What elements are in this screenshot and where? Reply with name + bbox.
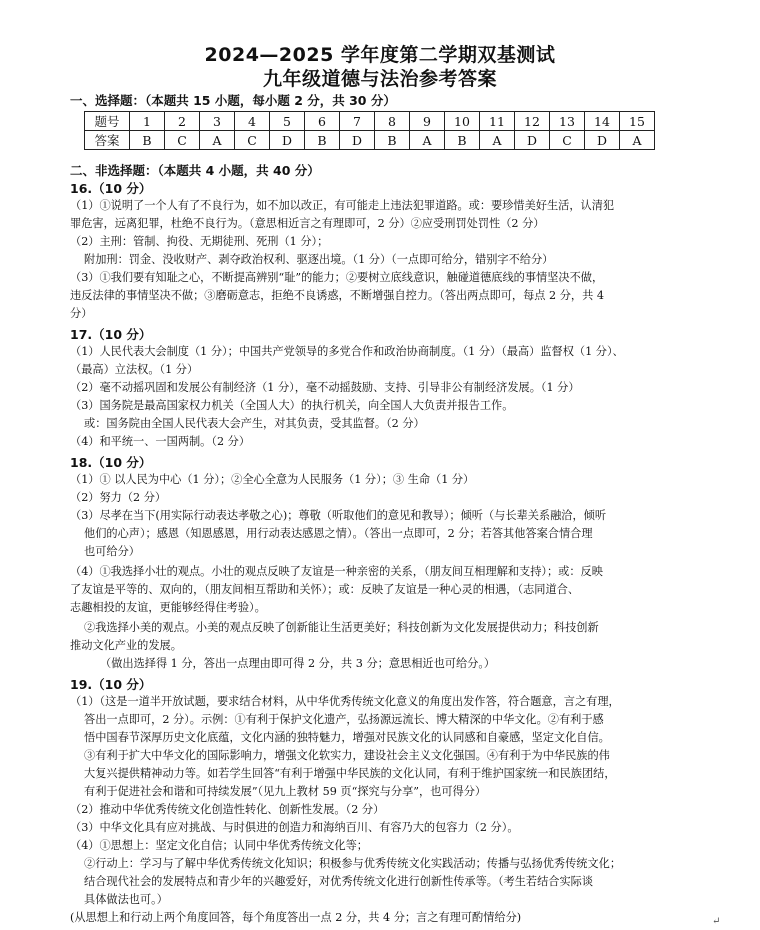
answer-line: （做出选择得 1 分，答出一点理由即可得 2 分，共 3 分；意思相近也可给分。）	[100, 657, 496, 670]
answer-line: 悟中国春节深厚历史文化底蕴，文化内涵的独特魅力，增强对民族文化的认同感和自豪感，坚定文化自信。	[84, 731, 610, 744]
table-cell: 8	[375, 112, 410, 131]
answer-line: ②行动上：学习与了解中华优秀传统文化知识；积极参与优秀传统文化实践活动；传播与弘扬优秀传统文化；	[84, 857, 622, 870]
answer-line: 罪危害，远离犯罪，杜绝不良行为。（意思相近言之有理即可，2 分）②应受刑罚处罚性（2 分）	[70, 217, 545, 230]
table-cell: D	[585, 131, 620, 150]
table-cell: 12	[515, 112, 550, 131]
answer-line: 或：国务院由全国人民代表大会产生，对其负责，受其监督。（2 分）	[84, 417, 425, 430]
answer-line: 大复兴提供精神动力等。如若学生回答“有利于增强中华民族的文化认同，有利于维护国家统一和民族团结，	[84, 767, 616, 780]
answer-line: （4）和平统一、一国两制。（2 分）	[70, 435, 251, 448]
answer-line: 违反法律的事情坚决不做；③磨砺意志，拒绝不良诱惑，不断增强自控力。（答出两点即可，每点 2 分，共 4	[70, 289, 604, 302]
table-header-cell: 题号	[85, 112, 130, 131]
table-cell: D	[340, 131, 375, 150]
table-cell: 2	[165, 112, 200, 131]
answer-row	[85, 131, 655, 150]
answer-line: 分）	[70, 307, 93, 320]
answer-line: （1）（这是一道半开放试题，要求结合材料，从中华优秀传统文化意义的角度出发作答，符合题意，言之有理，	[70, 695, 620, 708]
question-16-heading: 16.（10 分）	[70, 181, 152, 196]
section1-heading: 一、选择题：（本题共 15 小题，每小题 2 分，共 30 分）	[70, 93, 396, 108]
table-cell: A	[200, 131, 235, 150]
answer-table	[84, 111, 655, 150]
answer-line: （4）①思想上：坚定文化自信；认同中华优秀传统文化等；	[70, 839, 368, 852]
table-cell: A	[620, 131, 655, 150]
answer-line: 答出一点即可，2 分）。示例：①有利于保护文化遗产，弘扬源远流长、博大精深的中华文化。②有利于感	[84, 713, 604, 726]
answer-line: （2）推动中华优秀传统文化创造性转化、创新性发展。（2 分）	[70, 803, 385, 816]
table-cell: B	[375, 131, 410, 150]
table-cell: D	[270, 131, 305, 150]
answer-line: （3）中华文化具有应对挑战、与时俱进的创造力和海纳百川、有容乃大的包容力（2 分）。	[70, 821, 519, 834]
answer-line: （3）国务院是最高国家权力机关（全国人大）的执行机关，向全国人大负责并报告工作。	[70, 399, 514, 412]
table-cell: C	[550, 131, 585, 150]
answer-line: ②我选择小美的观点。小美的观点反映了创新能让生活更美好；科技创新为文化发展提供动力；科技创新	[84, 621, 599, 634]
table-cell: B	[445, 131, 480, 150]
answer-line: 结合现代社会的发展特点和青少年的兴趣爱好，对优秀传统文化进行创新性传承等。（考生若结合实际谈	[84, 875, 594, 888]
table-cell: C	[165, 131, 200, 150]
answer-line: （2）主刑：管制、拘役、无期徒刑、死刑（1 分）；	[70, 235, 329, 248]
table-cell: 6	[305, 112, 340, 131]
table-cell: B	[130, 131, 165, 150]
table-cell: D	[515, 131, 550, 150]
question-19-heading: 19.（10 分）	[70, 677, 152, 692]
table-cell: 1	[130, 112, 165, 131]
answer-line: 志趣相投的友谊，更能够经得住考验）。	[70, 601, 266, 614]
table-cell: 9	[410, 112, 445, 131]
table-cell: A	[410, 131, 445, 150]
document-subtitle: 九年级道德与法治参考答案	[262, 68, 497, 90]
table-cell: C	[235, 131, 270, 150]
answer-line: （2）努力（2 分）	[70, 491, 167, 504]
answer-line: （1）①说明了一个人有了不良行为，如不加以改正，有可能走上违法犯罪道路。或：要珍惜美好生活，认清犯	[70, 199, 615, 212]
question-18-heading: 18.（10 分）	[70, 455, 152, 470]
answer-line: 具体做法也可。）	[84, 893, 168, 906]
answer-line: （最高）立法权。（1 分）	[70, 363, 199, 376]
table-cell: 10	[445, 112, 480, 131]
table-cell: 3	[200, 112, 235, 131]
paragraph-mark-icon: ↵	[712, 916, 721, 927]
answer-line: （1）① 以人民为中心（1 分）；②全心全意为人民服务（1 分）；③ 生命（1 分）	[70, 473, 475, 486]
answer-line: （3）①我们要有知耻之心，不断提高辨别“耻”的能力；②要树立底线意识，触碰道德底线的事情坚决不做，	[70, 271, 604, 284]
answer-line: （4）①我选择小壮的观点。小壮的观点反映了友谊是一种亲密的关系，（朋友间互相理解和支持）；或：反映	[70, 565, 603, 578]
table-cell: A	[480, 131, 515, 150]
document-title: 2024—2025 学年度第二学期双基测试	[204, 44, 556, 66]
table-cell: 13	[550, 112, 585, 131]
answer-line: ③有利于扩大中华文化的国际影响力，增强文化软实力，建设社会主义文化强国。④有利于为中华民族的伟	[84, 749, 610, 762]
answer-line: （1）人民代表大会制度（1 分）；中国共产党领导的多党合作和政治协商制度。（1 分）（最高）监督权（1 分）、	[70, 345, 624, 358]
answer-line: (从思想上和行动上两个角度回答，每个角度答出一点 2 分，共 4 分；言之有理可酌情给分)	[70, 911, 522, 924]
answer-line: 了友谊是平等的、双向的，（朋友间相互帮助和关怀）；或：反映了友谊是一种心灵的相遇，（志同道合、	[70, 583, 580, 596]
answer-line: 推动文化产业的发展。	[70, 639, 182, 652]
answer-line: 也可给分）	[84, 545, 140, 558]
answer-line: 附加刑：罚金、没收财产、剥夺政治权利、驱逐出境。（1 分）（一点即可给分，错别字不给分）	[84, 253, 554, 266]
question-17-heading: 17.（10 分）	[70, 327, 152, 342]
table-cell: 4	[235, 112, 270, 131]
table-cell: B	[305, 131, 340, 150]
answer-line: 有利于促进社会和谐和可持续发展”（见九上教材 59 页“探究与分享”，也可得分）	[84, 785, 487, 798]
answer-line: 他们的心声）；感恩（知恩感恩，用行动表达感恩之情）。（答出一点即可，2 分；若答其他答案合情合理	[84, 527, 593, 540]
answer-line: （3）尽孝在当下(用实际行动表达孝敬之心)；尊敬（听取他们的意见和教导）；倾听（与长辈关系融洽，倾听	[70, 509, 607, 522]
question-number-row	[85, 112, 655, 131]
answer-line: （2）毫不动摇巩固和发展公有制经济（1 分），毫不动摇鼓励、支持、引导非公有制经济发展。（1 分）	[70, 381, 580, 394]
section2-heading: 二、非选择题：（本题共 4 小题，共 40 分）	[70, 163, 320, 178]
table-cell: 11	[480, 112, 515, 131]
table-cell: 15	[620, 112, 655, 131]
table-cell: 5	[270, 112, 305, 131]
table-header-cell: 答案	[85, 131, 130, 150]
table-cell: 7	[340, 112, 375, 131]
table-cell: 14	[585, 112, 620, 131]
